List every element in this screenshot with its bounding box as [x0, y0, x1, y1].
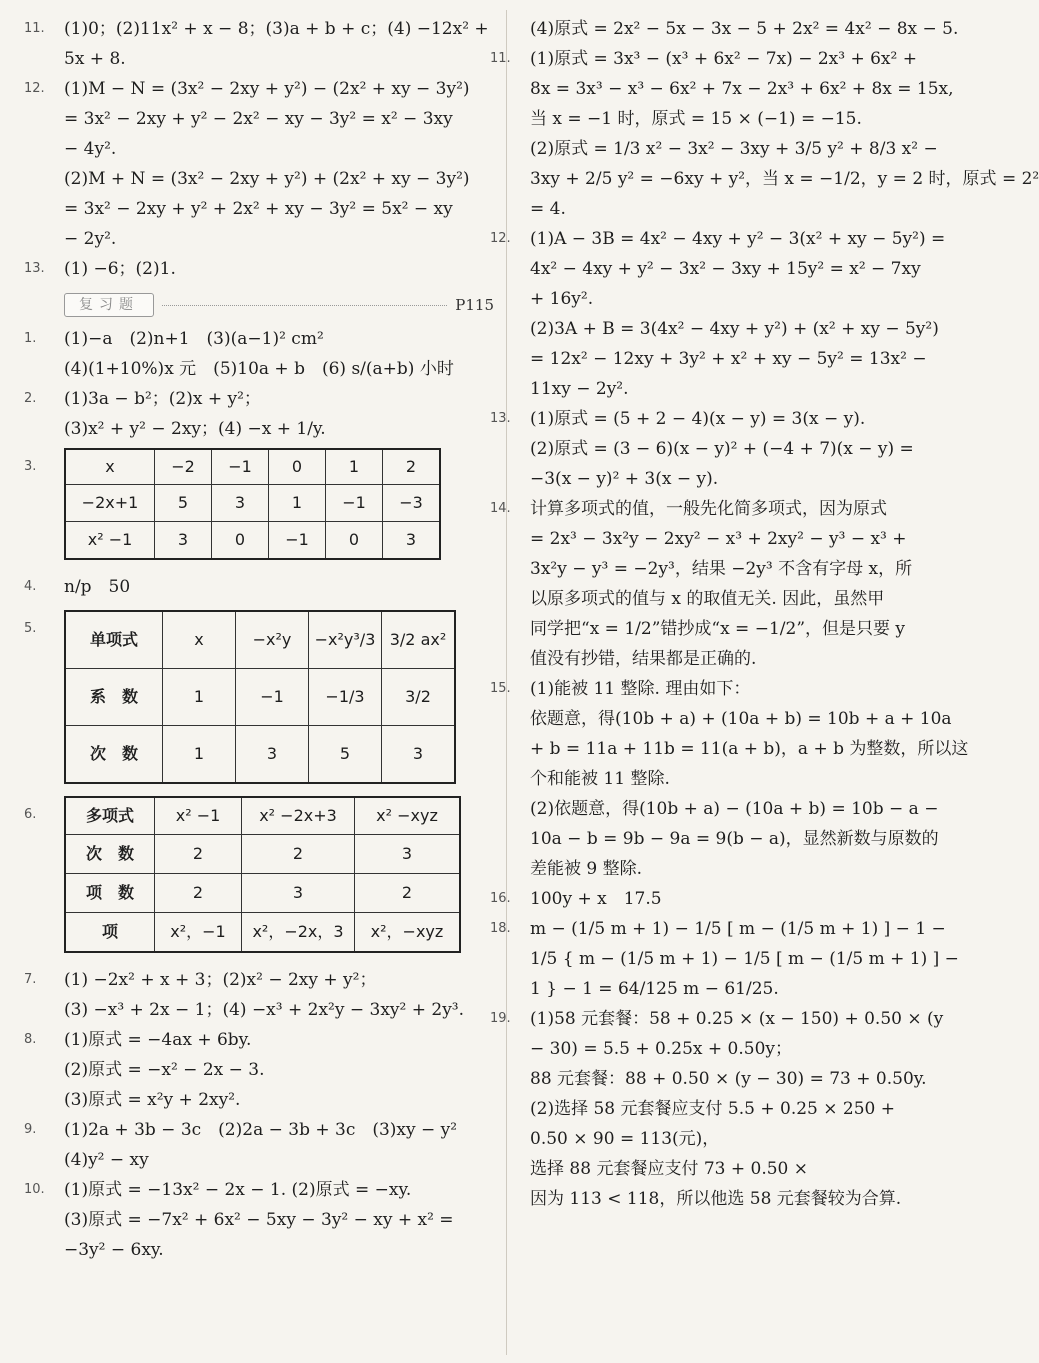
table-cell: 2: [355, 874, 461, 913]
question-6-table-block: [24, 796, 494, 953]
answer-text: 3xy + 2/5 y² = −6xy + y²，当 x = −1/2，y = 2 时，原式 = 2²: [530, 169, 1039, 189]
table-cell: 2: [155, 835, 242, 874]
answer-line: [490, 404, 950, 434]
review-answers-7-10: [24, 965, 494, 1265]
answer-line: [530, 1094, 950, 1124]
question-number: 11.: [24, 21, 45, 36]
answer-line: [530, 524, 950, 554]
answer-line: [530, 134, 950, 164]
table-cell: −x²y: [236, 611, 309, 669]
table-cell: 1: [326, 449, 383, 485]
table-cell: 1: [163, 726, 236, 784]
answer-line: [64, 44, 494, 74]
question-number: 18.: [490, 921, 511, 936]
answer-text: (1)A − 3B = 4x² − 4xy + y² − 3(x² + xy − 5y²) =: [530, 229, 946, 249]
answer-line: [530, 284, 950, 314]
question-number: 13.: [24, 261, 45, 276]
answer-line: [64, 1085, 494, 1115]
table-row: [65, 835, 460, 874]
table-cell: 3: [236, 726, 309, 784]
answer-line: [530, 704, 950, 734]
answer-text: 100y + x 17.5: [530, 889, 662, 909]
question-4-answer: [24, 572, 494, 602]
row-header-cell: −2x+1: [65, 485, 155, 522]
answer-text: (1)−a (2)n+1 (3)(a−1)² cm²: [64, 329, 324, 349]
answer-line: [64, 1205, 494, 1235]
answer-text: 值没有抄错，结果都是正确的.: [530, 649, 757, 669]
table-cell: 3: [382, 726, 456, 784]
table-cell: −1: [326, 485, 383, 522]
answer-text: 同学把“x = 1/2”错抄成“x = −1/2”，但是只要 y: [530, 619, 906, 639]
table-cell: −1/3: [309, 669, 382, 726]
review-answers-1-2: [24, 324, 494, 444]
answer-line: [24, 965, 494, 995]
answer-line: [530, 944, 959, 974]
answer-line: [24, 254, 494, 284]
table-cell: −1: [236, 669, 309, 726]
answer-line: [530, 644, 950, 674]
question-3-table-block: [24, 448, 494, 560]
table-row: [65, 874, 460, 913]
answer-line: [530, 854, 950, 884]
answer-text: 因为 113 < 118，所以他选 58 元套餐较为合算.: [530, 1189, 902, 1209]
row-header-cell: 单项式: [65, 611, 163, 669]
answer-line: [530, 104, 950, 134]
answer-line: [530, 14, 959, 44]
answer-line: [64, 164, 494, 194]
question-number: 5.: [24, 621, 37, 636]
row-header-cell: 次 数: [65, 835, 155, 874]
table-cell: x²，−2x，3: [242, 913, 355, 953]
answer-text: 个和能被 11 整除.: [530, 769, 670, 789]
answer-text: 10a − b = 9b − 9a = 9(b − a)，显然新数与原数的: [530, 829, 939, 849]
table-row: [65, 726, 455, 784]
answer-text: (1) −6；(2)1.: [64, 259, 176, 279]
answer-text: = 4.: [530, 199, 566, 219]
table-row: [65, 449, 440, 485]
answer-line: [530, 314, 950, 344]
answer-text: (1)58 元套餐：58 + 0.25 × (x − 150) + 0.50 × (y: [530, 1009, 944, 1029]
table-cell: x²，−xyz: [355, 913, 461, 953]
answer-text: (2)原式 = (3 − 6)(x − y)² + (−4 + 7)(x − y) =: [530, 439, 914, 459]
answer-line: [530, 1184, 950, 1214]
table-row: [65, 522, 440, 560]
table-row: [65, 669, 455, 726]
question-number: 1.: [24, 331, 37, 346]
answer-text: 5x + 8.: [64, 49, 126, 69]
answer-line: [530, 584, 950, 614]
answer-text: 11xy − 2y².: [530, 379, 629, 399]
answer-text: (1)原式 = 3x³ − (x³ + 6x² − 7x) − 2x³ + 6x² +: [530, 49, 917, 69]
left-answers-top: [24, 14, 494, 284]
table-cell: −x²y³/3: [309, 611, 382, 669]
answer-text: (3)原式 = −7x² + 6x² − 5xy − 3y² − xy + x² =: [64, 1210, 454, 1230]
table-row: [65, 485, 440, 522]
row-header-cell: 项 数: [65, 874, 155, 913]
table-row: [65, 797, 460, 835]
answer-text: 选择 88 元套餐应支付 73 + 0.50 ×: [530, 1159, 809, 1179]
answer-text: (2)原式 = 1/3 x² − 3x² − 3xy + 3/5 y² + 8/3 x² −: [530, 139, 938, 159]
table-cell: x²，−1: [155, 913, 242, 953]
answer-line: [24, 1175, 494, 1205]
answer-text: −3(x − y)² + 3(x − y).: [530, 469, 719, 489]
table-cell: 3: [242, 874, 355, 913]
answer-text: (4)y² − xy: [64, 1150, 149, 1170]
answer-text: (3)原式 = x²y + 2xy².: [64, 1090, 241, 1110]
table-cell: 2: [383, 449, 441, 485]
answer-line: [64, 414, 494, 444]
answer-line: [530, 434, 950, 464]
answer-text: 计算多项式的值，一般先化简多项式，因为原式: [530, 499, 887, 519]
table-cell: x: [163, 611, 236, 669]
table-cell: 3: [383, 522, 441, 560]
answer-text: n/p 50: [64, 577, 131, 597]
answer-line: [24, 1025, 494, 1055]
table-cell: 0: [326, 522, 383, 560]
answer-text: 3x²y − y³ = −2y³，结果 −2y³ 不含有字母 x，所: [530, 559, 913, 579]
answer-text: (3) −x³ + 2x − 1；(4) −x³ + 2x²y − 3xy² + 2y³.: [64, 1000, 465, 1020]
answer-text: (1)2a + 3b − 3c (2)2a − 3b + 3c (3)xy − y²: [64, 1120, 458, 1140]
answer-line: [490, 1004, 950, 1034]
answer-text: = 2x³ − 3x²y − 2xy² − x³ + 2xy² − y³ − x³ +: [530, 529, 907, 549]
answer-text: m − (1/5 m + 1) − 1/5 [ m − (1/5 m + 1) ] − 1 −: [530, 919, 946, 939]
answer-line: [64, 1145, 494, 1175]
answer-text: (1)原式 = −13x² − 2x − 1. (2)原式 = −xy.: [64, 1180, 412, 1200]
table-cell: 3/2 ax²: [382, 611, 456, 669]
answer-line: [64, 995, 494, 1025]
table-cell: x² −2x+3: [242, 797, 355, 835]
table-cell: 0: [269, 449, 326, 485]
question-number: 2.: [24, 391, 37, 406]
answer-line: [530, 794, 950, 824]
question-number: 11.: [490, 51, 511, 66]
answer-line: [490, 494, 950, 524]
answer-text: (2)M + N = (3x² − 2xy + y²) + (2x² + xy − 3y²): [64, 169, 470, 189]
answer-line: [530, 1064, 950, 1094]
answer-line: [530, 374, 950, 404]
answer-text: 以原多项式的值与 x 的取值无关. 因此，虽然甲: [530, 589, 885, 609]
row-header-cell: x² −1: [65, 522, 155, 560]
answer-text: −3y² − 6xy.: [64, 1240, 164, 1260]
answer-line: [530, 254, 950, 284]
answer-text: + b = 11a + 11b = 11(a + b)，a + b 为整数，所以这: [530, 739, 969, 759]
answer-line: [530, 614, 950, 644]
answer-text: 当 x = −1 时，原式 = 15 × (−1) = −15.: [530, 109, 862, 129]
question-5-table-block: [24, 610, 494, 784]
answer-text: 0.50 × 90 = 113(元)，: [530, 1129, 720, 1149]
answer-line: [530, 344, 950, 374]
review-label: 复习题: [64, 293, 154, 317]
answer-line: [490, 884, 950, 914]
answer-text: (1)0；(2)11x² + x − 8；(3)a + b + c；(4) −12x² +: [64, 19, 489, 39]
answer-line: [64, 224, 494, 254]
row-header-cell: x: [65, 449, 155, 485]
answer-line: [530, 824, 950, 854]
answer-line: [490, 224, 950, 254]
monomial-table: [64, 610, 456, 784]
left-column: [24, 14, 494, 1265]
answer-text: (2)原式 = −x² − 2x − 3.: [64, 1060, 265, 1080]
question-number: 10.: [24, 1182, 45, 1197]
answer-line: [530, 464, 950, 494]
answer-text: 差能被 9 整除.: [530, 859, 643, 879]
answer-line: [530, 1034, 950, 1064]
answer-text: (1)原式 = −4ax + 6by.: [64, 1030, 252, 1050]
answer-line: [490, 914, 950, 944]
table-cell: 3: [355, 835, 461, 874]
question-number: 7.: [24, 972, 37, 987]
table-cell: 3/2: [382, 669, 456, 726]
table-cell: −1: [212, 449, 269, 485]
question-number: 12.: [490, 231, 511, 246]
table-cell: 5: [309, 726, 382, 784]
question-number: 19.: [490, 1011, 511, 1026]
table-cell: 3: [155, 522, 212, 560]
answer-line: [64, 134, 494, 164]
answer-line: [530, 74, 954, 104]
answer-text: (1)原式 = (5 + 2 − 4)(x − y) = 3(x − y).: [530, 409, 866, 429]
answer-line: [24, 324, 494, 354]
answer-line: [530, 974, 950, 1004]
answer-text: = 3x² − 2xy + y² + 2x² + xy − 3y² = 5x² − xy: [64, 199, 453, 219]
answer-text: − 30) = 5.5 + 0.25x + 0.50y；: [530, 1039, 792, 1059]
answer-line: [24, 384, 494, 414]
table-cell: x² −1: [155, 797, 242, 835]
table-cell: 3: [212, 485, 269, 522]
answer-text: (2)依题意，得(10b + a) − (10a + b) = 10b − a −: [530, 799, 939, 819]
answer-text: 8x = 3x³ − x³ − 6x² + 7x − 2x³ + 6x² + 8x = 15x,: [530, 79, 954, 99]
row-header-cell: 次 数: [65, 726, 163, 784]
answer-text: (2)3A + B = 3(4x² − 4xy + y²) + (x² + xy − 5y²): [530, 319, 939, 339]
table-cell: −2: [155, 449, 212, 485]
question-number: 15.: [490, 681, 511, 696]
answer-text: = 12x² − 12xy + 3y² + x² + xy − 5y² = 13x² −: [530, 349, 927, 369]
answer-text: 88 元套餐：88 + 0.50 × (y − 30) = 73 + 0.50y.: [530, 1069, 927, 1089]
answer-text: + 16y².: [530, 289, 594, 309]
table-cell: −3: [383, 485, 441, 522]
answer-line: [24, 1115, 494, 1145]
answer-line: [530, 1154, 950, 1184]
answer-line: [64, 1055, 494, 1085]
page-reference: P115: [455, 296, 494, 314]
answer-line: [530, 194, 950, 224]
question-number: 3.: [24, 459, 37, 474]
answer-text: (1)能被 11 整除. 理由如下：: [530, 679, 751, 699]
answer-line: [530, 764, 950, 794]
answer-line: [490, 674, 950, 704]
right-column: [490, 14, 1039, 1214]
answer-text: (4)(1+10%)x 元 (5)10a + b (6) s/(a+b) 小时: [64, 359, 454, 379]
row-header-cell: 系 数: [65, 669, 163, 726]
answer-line: [24, 74, 494, 104]
question-number: 14.: [490, 501, 511, 516]
answer-text: 4x² − 4xy + y² − 3x² − 3xy + 15y² = x² − 7xy: [530, 259, 921, 279]
table-cell: 1: [269, 485, 326, 522]
review-section-header: [64, 290, 494, 320]
question-number: 4.: [24, 579, 37, 594]
answer-line: [24, 14, 494, 44]
polynomial-table: [64, 796, 461, 953]
table-row: [65, 611, 455, 669]
answer-line: [490, 44, 950, 74]
answer-text: (4)原式 = 2x² − 5x − 3x − 5 + 2x² = 4x² − 8x − 5.: [530, 19, 959, 39]
answer-line: [64, 354, 494, 384]
row-header-cell: 项: [65, 913, 155, 953]
table-cell: 1: [163, 669, 236, 726]
answer-text: (2)选择 58 元套餐应支付 5.5 + 0.25 × 250 +: [530, 1099, 896, 1119]
question-number: 16.: [490, 891, 511, 906]
leader-dots: [162, 305, 447, 306]
answer-line: [530, 554, 950, 584]
answer-line: [530, 1124, 950, 1154]
answer-text: (3)x² + y² − 2xy；(4) −x + 1/y.: [64, 419, 326, 439]
question-number: 12.: [24, 81, 45, 96]
answer-line: [64, 194, 494, 224]
table-cell: 2: [155, 874, 242, 913]
question-number: 8.: [24, 1032, 37, 1047]
table-cell: 5: [155, 485, 212, 522]
table-cell: 2: [242, 835, 355, 874]
question-number: 6.: [24, 807, 37, 822]
table-cell: x² −xyz: [355, 797, 461, 835]
answer-text: 依题意，得(10b + a) + (10a + b) = 10b + a + 10a: [530, 709, 952, 729]
question-number: 13.: [490, 411, 511, 426]
answer-text: 1/5 { m − (1/5 m + 1) − 1/5 [ m − (1/5 m + 1) ] −: [530, 949, 959, 969]
value-table: [64, 448, 441, 560]
question-number: 9.: [24, 1122, 37, 1137]
table-cell: 0: [212, 522, 269, 560]
table-cell: −1: [269, 522, 326, 560]
row-header-cell: 多项式: [65, 797, 155, 835]
answer-text: − 4y².: [64, 139, 117, 159]
answer-line: [530, 734, 969, 764]
answer-line: [64, 1235, 494, 1265]
answer-text: (1)3a − b²；(2)x + y²；: [64, 389, 261, 409]
right-answers: [490, 14, 1039, 1214]
table-row: [65, 913, 460, 953]
answer-text: (1) −2x² + x + 3；(2)x² − 2xy + y²；: [64, 970, 377, 990]
answer-text: (1)M − N = (3x² − 2xy + y²) − (2x² + xy − 3y²): [64, 79, 470, 99]
answer-text: = 3x² − 2xy + y² − 2x² − xy − 3y² = x² − 3xy: [64, 109, 453, 129]
answer-text: − 2y².: [64, 229, 117, 249]
answer-line: [64, 104, 494, 134]
answer-text: 1 } − 1 = 64/125 m − 61/25.: [530, 979, 779, 999]
answer-line: [530, 164, 1039, 194]
